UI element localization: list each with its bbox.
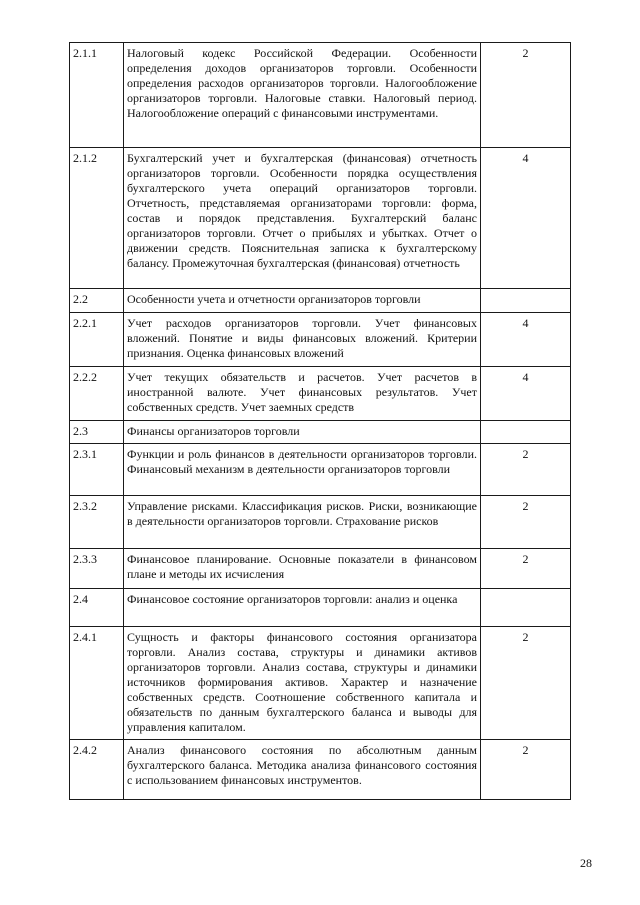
table-row [70, 549, 571, 589]
table-row [70, 313, 571, 367]
section-number: 2.2.2 [70, 367, 124, 421]
page-number: 28 [580, 856, 592, 870]
hours-value [481, 589, 571, 627]
topic-description: Анализ финансового состояния по абсолютным данным бухгалтерского баланса. Методика анализа финансового состояния с использованием финансовых инструментов. [124, 740, 481, 800]
table-row [70, 627, 571, 740]
topic-description: Финансы организаторов торговли [124, 421, 481, 444]
topic-description: Финансовое состояние организаторов торговли: анализ и оценка [124, 589, 481, 627]
section-number: 2.3.2 [70, 496, 124, 549]
table-row [70, 367, 571, 421]
topic-description: Бухгалтерский учет и бухгалтерская (финансовая) отчетность организаторов торговли. Особенности порядка осуществления бухгалтерского учета операций организаторов торговли. Отчетность, представляемая организаторами торговли: форма, состав и порядок представления. Бухгалтерский баланс организаторов торговли. Отчет о прибылях и убытках. Отчет о движении средств. Пояснительная записка к бухгалтерскому балансу. Промежуточная бухгалтерская (финансовая) отчетность [124, 148, 481, 289]
curriculum-table [69, 42, 571, 800]
section-number: 2.1.2 [70, 148, 124, 289]
table-row [70, 496, 571, 549]
hours-value: 2 [481, 627, 571, 740]
topic-description: Управление рисками. Классификация рисков. Риски, возникающие в деятельности организаторов торговли. Страхование рисков [124, 496, 481, 549]
table-row [70, 444, 571, 496]
hours-value: 4 [481, 313, 571, 367]
table-row [70, 43, 571, 148]
section-number: 2.3 [70, 421, 124, 444]
hours-value [481, 289, 571, 313]
hours-value: 2 [481, 444, 571, 496]
table-row [70, 589, 571, 627]
section-number: 2.4.2 [70, 740, 124, 800]
table-row [70, 740, 571, 800]
hours-value: 2 [481, 496, 571, 549]
section-number: 2.2.1 [70, 313, 124, 367]
topic-description: Сущность и факторы финансового состояния организатора торговли. Анализ состава, структуры и динамики активов организаторов торговли. Анализ состава, структуры и динамики источников формирования активов. Характер и назначение собственных средств. Соотношение собственного капитала и обязательств по данным бухгалтерского баланса и выводы для управления капиталом. [124, 627, 481, 740]
hours-value: 2 [481, 43, 571, 148]
table-row [70, 289, 571, 313]
table-row [70, 421, 571, 444]
section-number: 2.3.3 [70, 549, 124, 589]
table-row [70, 148, 571, 289]
hours-value: 4 [481, 367, 571, 421]
topic-description: Учет текущих обязательств и расчетов. Учет расчетов в иностранной валюте. Учет финансовых результатов. Учет собственных средств. Учет заемных средств [124, 367, 481, 421]
hours-value: 2 [481, 740, 571, 800]
topic-description: Функции и роль финансов в деятельности организаторов торговли. Финансовый механизм в деятельности организаторов торговли [124, 444, 481, 496]
section-number: 2.1.1 [70, 43, 124, 148]
section-number: 2.3.1 [70, 444, 124, 496]
hours-value: 2 [481, 549, 571, 589]
hours-value: 4 [481, 148, 571, 289]
hours-value [481, 421, 571, 444]
section-number: 2.2 [70, 289, 124, 313]
section-number: 2.4.1 [70, 627, 124, 740]
topic-description: Налоговый кодекс Российской Федерации. Особенности определения доходов организаторов торговли. Особенности определения расходов организаторов торговли. Налогообложение организаторов торговли. Налоговые ставки. Налоговый период. Налогообложение операций с финансовыми инструментами. [124, 43, 481, 148]
topic-description: Особенности учета и отчетности организаторов торговли [124, 289, 481, 313]
topic-description: Финансовое планирование. Основные показатели в финансовом плане и методы их исчисления [124, 549, 481, 589]
section-number: 2.4 [70, 589, 124, 627]
topic-description: Учет расходов организаторов торговли. Учет финансовых вложений. Понятие и виды финансовых вложений. Критерии признания. Оценка финансовых вложений [124, 313, 481, 367]
